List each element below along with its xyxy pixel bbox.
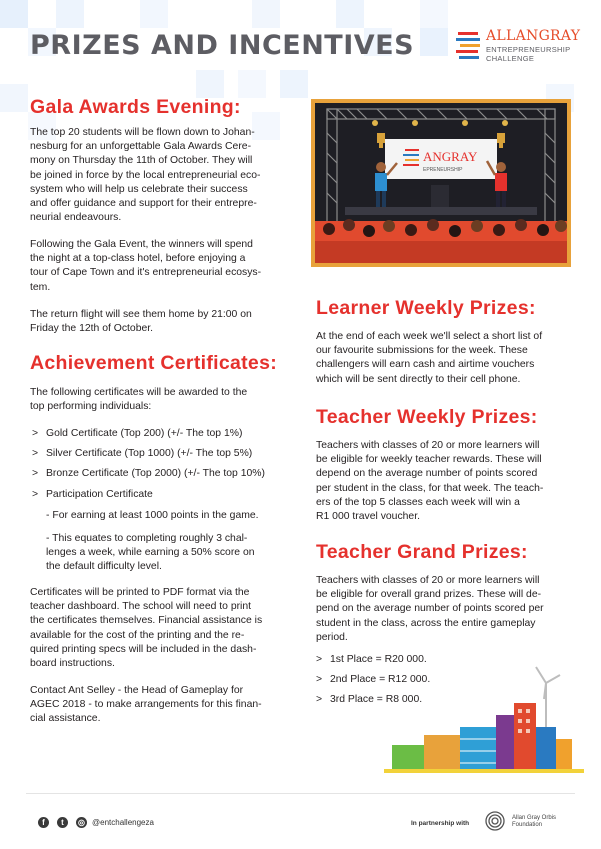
contact-paragraph: Contact Ant Selley - the Head of Gameplay for AGEC 2018 - to make arrangements for this finan- cial assistance.	[30, 685, 262, 725]
gala-paragraph-3: The return flight will see them home by 21:00 on Friday the 12th of October.	[30, 309, 252, 335]
participation-sub-2: - This equates to completing roughly 3 chal- lenges a week, while earning a 50% score on the default difficulty level.	[46, 533, 255, 573]
facebook-icon[interactable]: f	[38, 817, 49, 828]
chevron-right-icon: >	[316, 694, 323, 705]
list-item: > 3rd Place = R8 000.	[316, 694, 423, 705]
list-item: > Silver Certificate (Top 1000) (+/- The top 5%)	[32, 448, 253, 459]
allan-gray-logo	[456, 28, 581, 70]
stage-sign-2: EPRENEURSHIP	[423, 167, 463, 173]
chevron-right-icon: >	[316, 654, 323, 665]
teacher-grand-heading: Teacher Grand Prizes:	[316, 541, 528, 563]
logo-line2: CHALLENGE	[486, 54, 535, 63]
page-title: PRIZES AND INCENTIVES	[30, 30, 415, 61]
chevron-right-icon: >	[32, 489, 39, 500]
chevron-right-icon: >	[32, 468, 39, 479]
city-illustration	[384, 665, 584, 775]
participation-sub-1: - For earning at least 1000 points in the game.	[46, 510, 259, 521]
gala-stage-illustration	[311, 99, 571, 267]
stage-scene	[315, 103, 567, 263]
teacher-weekly-paragraph: Teachers with classes of 20 or more learners will be eligible for weekly teacher rewards. These will depend on the average number of points scored per student in the class, for that week. The teach- ers of the top 5 classes each week will win a R1 000 travel voucher.	[316, 440, 544, 523]
foundation-name: Allan Gray Orbis Foundation	[512, 815, 557, 828]
list-item: > Gold Certificate (Top 200) (+/- The top 1%)	[32, 428, 243, 439]
teacher-weekly-heading: Teacher Weekly Prizes:	[316, 406, 538, 428]
social-handle[interactable]: @entchallengeza	[92, 818, 154, 827]
certificates-intro: The following certificates will be awarded to the top performing individuals:	[30, 387, 248, 413]
logo-line1: ENTREPRENEURSHIP	[486, 45, 571, 54]
gala-paragraph-1: The top 20 students will be flown down to Johan- nesburg for an unforgettable Gala Awards Cere- mony on Thursday the 11th of October. They will be joined in force by the local entrepreneurial eco- system who will help us celebrate their success and offer guidance and support for their entrepre- neurial endeavours.	[30, 127, 261, 224]
gala-heading: Gala Awards Evening:	[30, 96, 241, 118]
list-item: > 2nd Place = R12 000.	[316, 674, 431, 685]
logo-stripes-icon	[456, 30, 482, 62]
chevron-right-icon: >	[316, 674, 323, 685]
stage-sign: ANGRAY	[423, 149, 478, 164]
teacher-grand-paragraph: Teachers with classes of 20 or more learners will be eligible for overall grand prizes. These will de- pend on the average number of points scored per student in the class, across the entire gameplay period.	[316, 575, 544, 643]
partnership-label: In partnership with	[411, 820, 470, 827]
chevron-right-icon: >	[32, 428, 39, 439]
orbis-foundation-logo-icon	[482, 810, 508, 832]
learner-heading: Learner Weekly Prizes:	[316, 297, 536, 319]
list-item: > Bronze Certificate (Top 2000) (+/- The top 10%)	[32, 468, 265, 479]
gala-paragraph-2: Following the Gala Event, the winners will spend the night at a top-class hotel, before enjoying a tour of Cape Town and it's entrepreneurial ecosys- tem.	[30, 239, 262, 293]
list-item: > 1st Place = R20 000.	[316, 654, 427, 665]
footer-divider	[26, 793, 575, 794]
logo-brand: ALLANGRAY	[486, 28, 581, 44]
learner-paragraph: At the end of each week we'll select a short list of our favourite submissions for the week. These challengers will earn cash and airtime vouchers which will be sent directly to their cell phone.	[316, 331, 543, 385]
twitter-icon[interactable]: t	[57, 817, 68, 828]
chevron-right-icon: >	[32, 448, 39, 459]
certificates-heading: Achievement Certificates:	[30, 352, 278, 374]
instagram-icon[interactable]: ◎	[76, 817, 87, 828]
list-item: > Participation Certificate	[32, 489, 153, 500]
certificates-paragraph: Certificates will be printed to PDF format via the teacher dashboard. The school will need to print the certificates themselves. Financial assistance is available for the cost of the printing and the re- quired printing specs will be included in the dash- board instructions.	[30, 587, 263, 670]
